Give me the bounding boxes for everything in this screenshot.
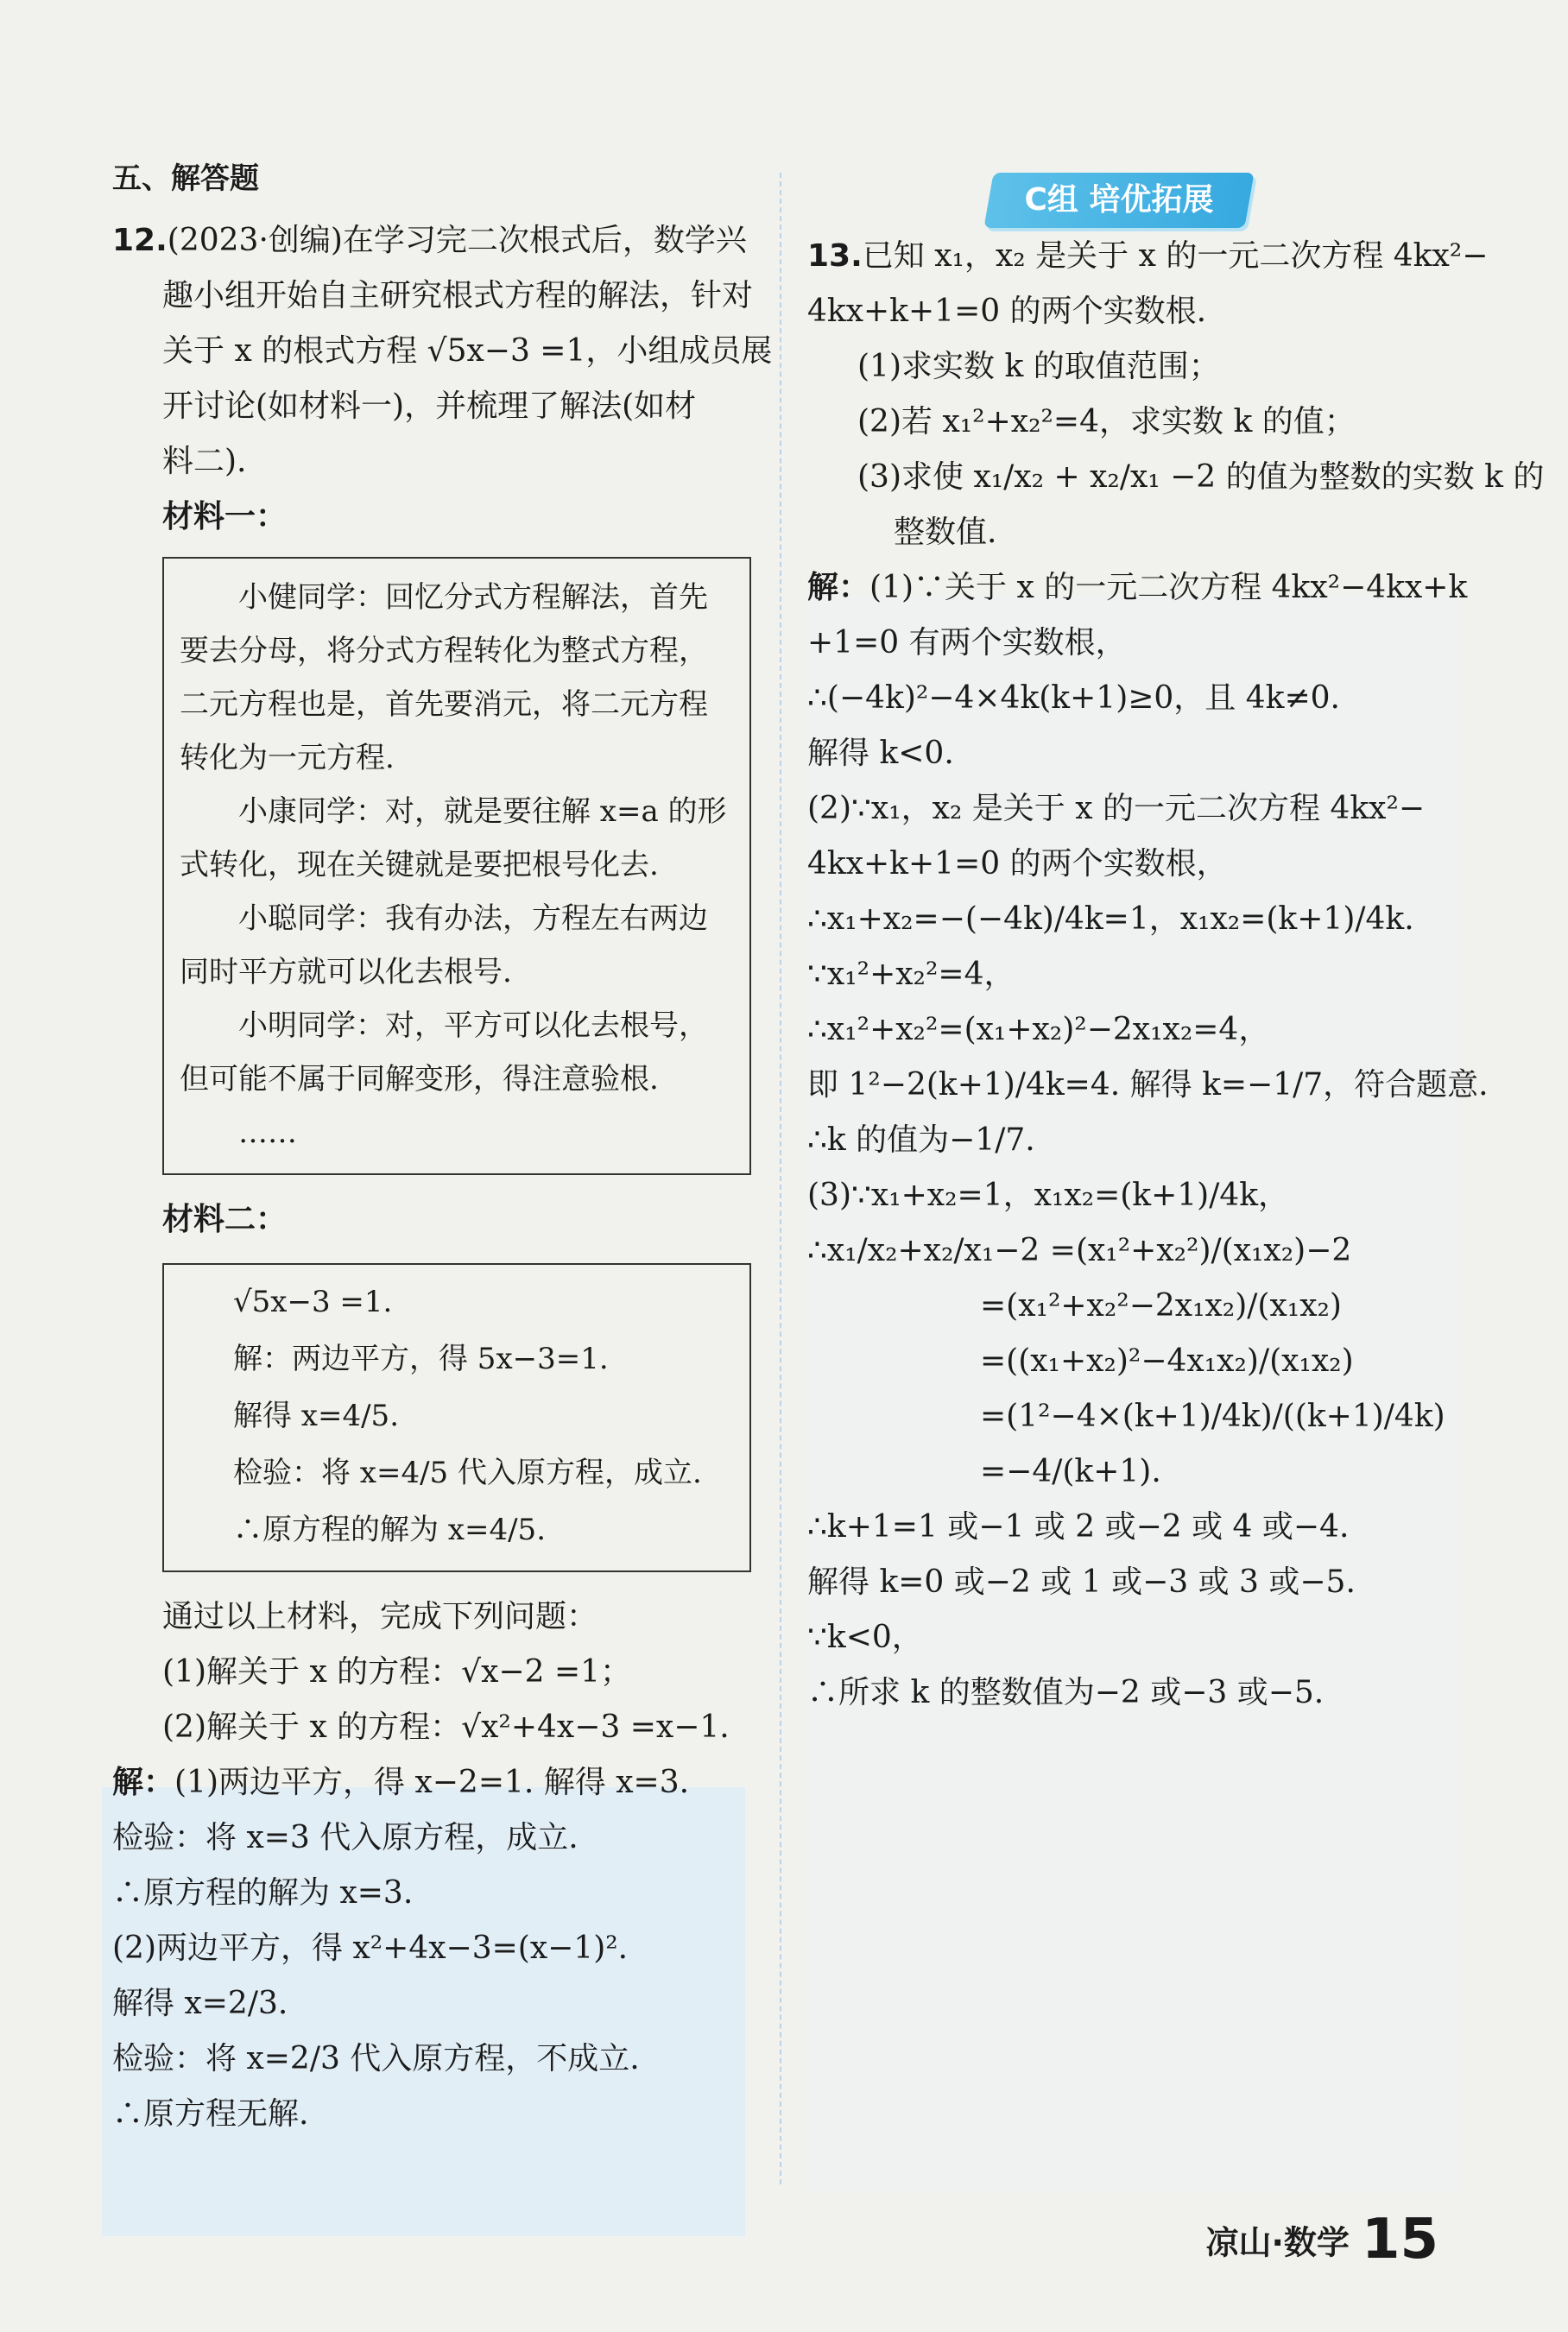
solution-line: (1)两边平方，得 x−2=1. 解得 x=3. bbox=[174, 1765, 690, 1800]
solution-line: (3)∵x₁+x₂=1，x₁x₂=(k+1)/4k， bbox=[807, 1178, 1290, 1213]
material2-label: 材料二： bbox=[162, 1202, 288, 1237]
task-item: (1)解关于 x 的方程：√x−2 =1； bbox=[162, 1654, 632, 1690]
solution-line: 解得 x=2/3. bbox=[112, 1986, 288, 2021]
solution-line: 检验：将 x=2/3 代入原方程，不成立. bbox=[112, 2041, 640, 2076]
banner-label: C组 培优拓展 bbox=[1024, 182, 1214, 218]
right-column bbox=[807, 229, 1545, 1721]
material1-paragraph: 小明同学：对，平方可以化去根号，但可能不属于同解变形，得注意验根. bbox=[180, 1008, 708, 1096]
solution-line: ∴k 的值为−1/7. bbox=[807, 1122, 1035, 1158]
solution-line: =((x₁+x₂)²−4x₁x₂)/(x₁x₂) bbox=[980, 1343, 1354, 1379]
q13-intro bbox=[807, 229, 1489, 339]
material1-paragraph: 小健同学：回忆分式方程解法，首先要去分母，将分式方程转化为整式方程，二元方程也是，首先要消元，将二元方程转化为一元方程. bbox=[180, 580, 708, 775]
q13-part: (1)求实数 k 的取值范围； bbox=[857, 349, 1220, 384]
solution-line: ∴原方程无解. bbox=[112, 2096, 309, 2132]
left-column bbox=[112, 151, 773, 2142]
solution-label: 解： bbox=[807, 570, 870, 605]
q12-intro-line: 趣小组开始自主研究根式方程的解法，针对 bbox=[162, 278, 754, 313]
q12-intro bbox=[112, 213, 773, 490]
solution-line: (1)∵关于 x 的一元二次方程 4kx²−4kx+k bbox=[869, 570, 1468, 605]
q13-solution bbox=[807, 560, 1489, 1721]
q12-intro-line: (2023·创编)在学习完二次根式后，数学兴 bbox=[167, 223, 747, 258]
solution-line: ∵x₁²+x₂²=4， bbox=[807, 957, 1015, 992]
solution-line: 解得 k=0 或−2 或 1 或−3 或 3 或−5. bbox=[807, 1564, 1356, 1600]
solution-line: +1=0 有两个实数根， bbox=[807, 625, 1127, 660]
q12-solution bbox=[112, 1755, 751, 2142]
q13-part: (3)求使 x₁/x₂ + x₂/x₁ −2 的值为整数的实数 k 的 bbox=[857, 459, 1545, 495]
q12-intro-line: 关于 x 的根式方程 √5x−3 =1，小组成员展 bbox=[162, 333, 773, 369]
solution-line: (2)两边平方，得 x²+4x−3=(x−1)². bbox=[112, 1931, 629, 1966]
material1-box bbox=[162, 557, 751, 1175]
task-item: (2)解关于 x 的方程：√x²+4x−3 =x−1. bbox=[162, 1710, 730, 1745]
section-banner bbox=[983, 173, 1254, 228]
task-intro: 通过以上材料，完成下列问题： bbox=[162, 1599, 598, 1634]
q12-intro-line: 料二). bbox=[162, 444, 247, 479]
material2-line: √5x−3 =1. bbox=[233, 1285, 393, 1319]
solution-label: 解： bbox=[112, 1765, 175, 1800]
material2-box bbox=[162, 1263, 751, 1572]
material1-paragraph: 小康同学：对，就是要往解 x=a 的形式转化，现在关键就是要把根号化去. bbox=[180, 794, 727, 882]
solution-line: 即 1²−2(k+1)/4k=4. 解得 k=−1/7，符合题意. bbox=[807, 1067, 1489, 1103]
material1-paragraph: 小聪同学：我有办法，方程左右两边同时平方就可以化去根号. bbox=[180, 901, 708, 989]
solution-line: =(x₁²+x₂²−2x₁x₂)/(x₁x₂) bbox=[980, 1288, 1342, 1324]
column-divider bbox=[780, 173, 781, 2184]
solution-line: ∴x₁+x₂=−(−4k)/4k=1，x₁x₂=(k+1)/4k. bbox=[807, 901, 1414, 937]
section-title: 五、解答题 bbox=[112, 161, 259, 196]
material1-paragraph: …… bbox=[238, 1115, 297, 1150]
solution-line: ∵k<0， bbox=[807, 1620, 923, 1655]
material2-line: ∴原方程的解为 x=4/5. bbox=[233, 1513, 546, 1547]
q13-part: (2)若 x₁²+x₂²=4，求实数 k 的值； bbox=[857, 404, 1356, 439]
page-number: 15 bbox=[1361, 2208, 1438, 2272]
material2-line: 检验：将 x=4/5 代入原方程，成立. bbox=[233, 1456, 702, 1490]
solution-line: 检验：将 x=3 代入原方程，成立. bbox=[112, 1820, 579, 1855]
material2-line: 解：两边平方，得 5x−3=1. bbox=[233, 1342, 609, 1376]
page-footer bbox=[1206, 2208, 1439, 2272]
material1-label: 材料一： bbox=[162, 499, 288, 534]
solution-line: ∴原方程的解为 x=3. bbox=[112, 1875, 414, 1911]
solution-line: ∴(−4k)²−4×4k(k+1)≥0，且 4k≠0. bbox=[807, 680, 1340, 716]
solution-line: 解得 k<0. bbox=[807, 736, 954, 771]
q13-intro-line: 4kx+k+1=0 的两个实数根. bbox=[807, 294, 1207, 329]
solution-line: 4kx+k+1=0 的两个实数根， bbox=[807, 846, 1228, 882]
q12-number: 12. bbox=[112, 223, 168, 258]
solution-line: ∴x₁/x₂+x₂/x₁−2 =(x₁²+x₂²)/(x₁x₂)−2 bbox=[807, 1233, 1352, 1268]
solution-line: =−4/(k+1). bbox=[980, 1454, 1161, 1489]
q13-number: 13. bbox=[807, 238, 863, 274]
solution-line: (2)∵x₁，x₂ 是关于 x 的一元二次方程 4kx²− bbox=[807, 791, 1426, 826]
solution-line: ∴x₁²+x₂²=(x₁+x₂)²−2x₁x₂=4， bbox=[807, 1012, 1270, 1047]
footer-label: 凉山·数学 bbox=[1205, 2223, 1350, 2262]
q12-intro-line: 开讨论(如材料一)，并梳理了解法(如材 bbox=[162, 389, 697, 424]
q13-part: 整数值. bbox=[894, 515, 997, 550]
solution-line: =(1²−4×(k+1)/4k)/((k+1)/4k) bbox=[980, 1399, 1445, 1434]
material2-line: 解得 x=4/5. bbox=[233, 1399, 399, 1433]
solution-line: ∴所求 k 的整数值为−2 或−3 或−5. bbox=[807, 1675, 1325, 1710]
solution-line: ∴k+1=1 或−1 或 2 或−2 或 4 或−4. bbox=[807, 1509, 1350, 1545]
q13-intro-line: 已知 x₁，x₂ 是关于 x 的一元二次方程 4kx²− bbox=[862, 238, 1489, 274]
